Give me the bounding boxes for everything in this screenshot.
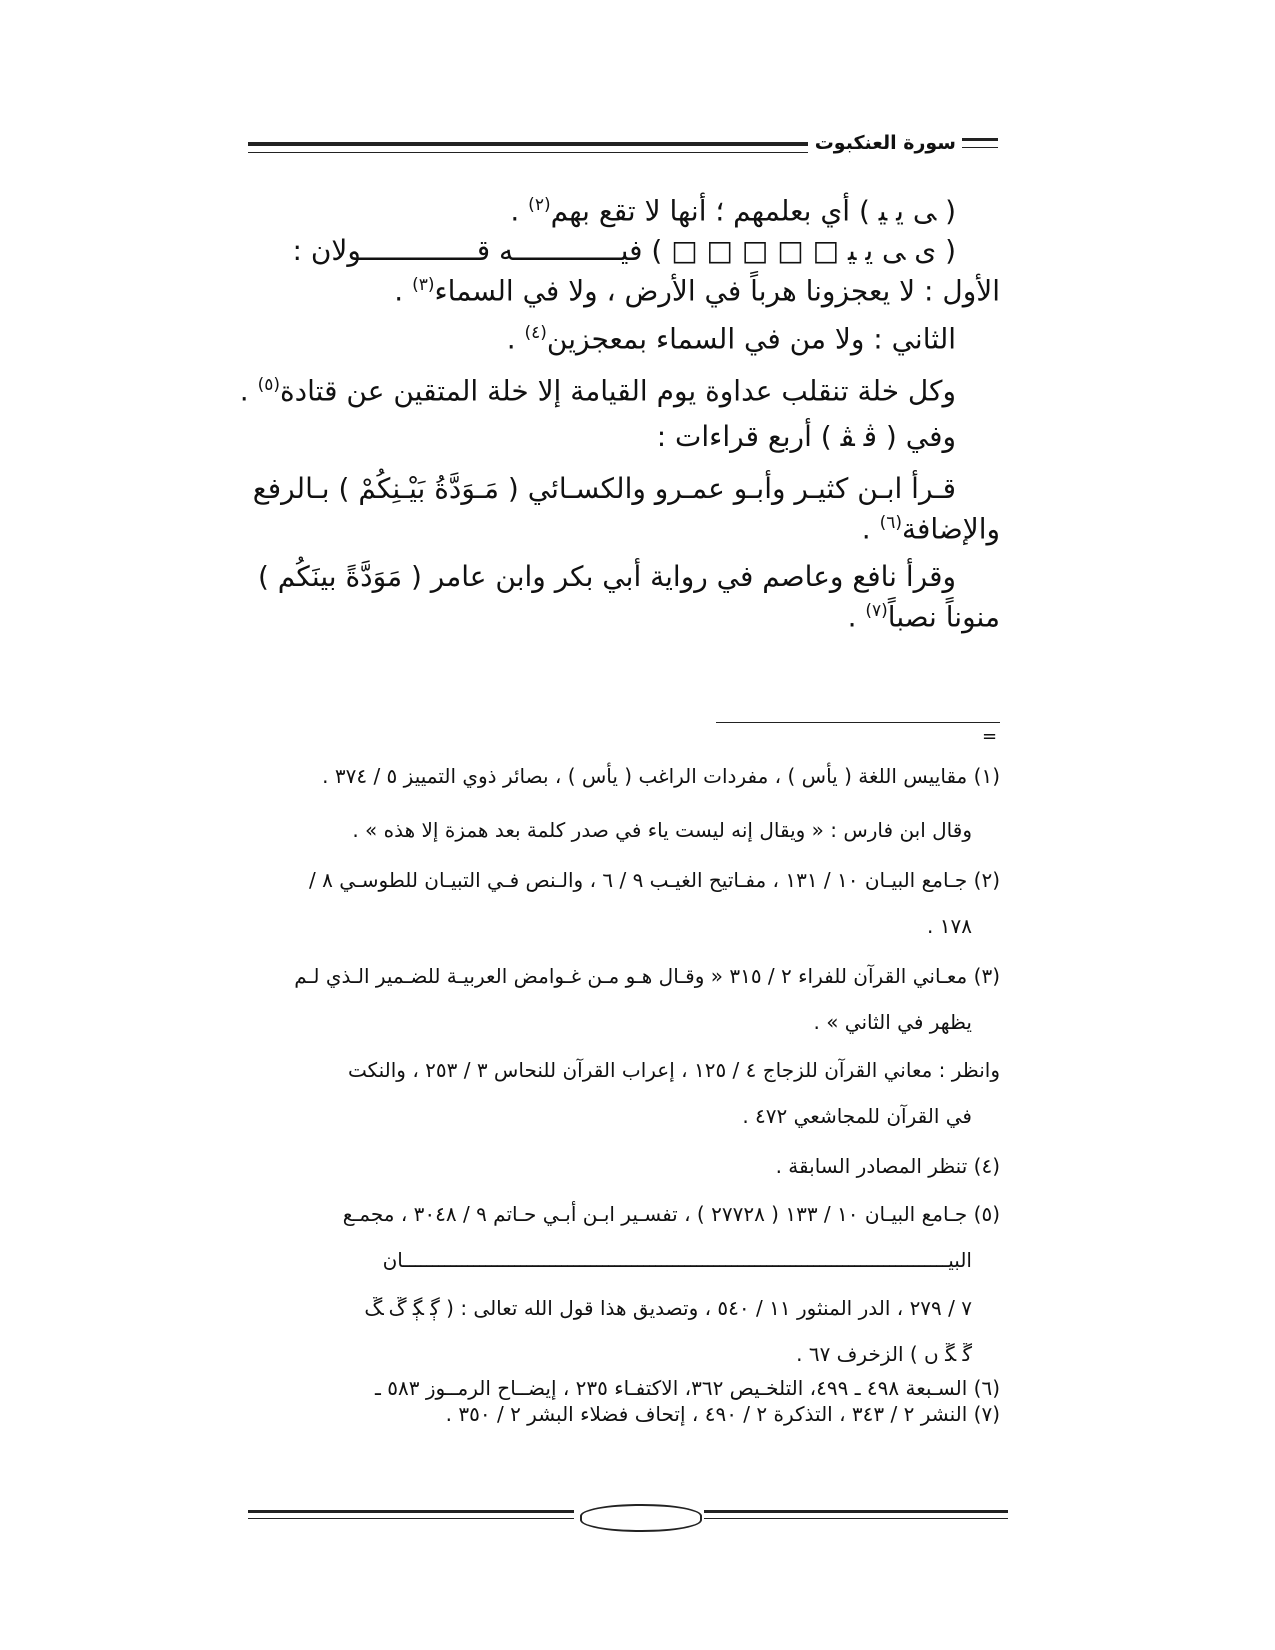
line-text: والإضافة [902,512,1000,546]
text-line-7b [248,506,1000,546]
text-line-8a [248,560,956,594]
footnote-line: يظهر في الثاني » . [813,1010,972,1034]
header-rule [248,142,808,153]
line-text: وكل خلة تنقلب عداوة يوم القيامة إلا خلة المتقين عن قتادة [280,374,956,408]
footnote-line: (٧) النشر ٢ / ٣٤٣ ، التذكرة ٢ / ٤٩٠ ، إتحاف فضلاء البشر ٢ / ٣٥٠ . [445,1402,1000,1426]
line-end: . [239,374,258,408]
line-text: ( ﯽ ﯾ ﯿ ) أي بعلمهم ؛ أنها لا تقع بهم [550,194,956,228]
page-number-oval [580,1504,702,1532]
running-header [248,132,998,156]
footnote-ref: (٤) [524,323,547,343]
text-line-6 [248,420,956,454]
line-end: . [394,274,413,308]
surah-title: سورة العنكبوت [814,132,956,154]
text-line-3 [248,268,1000,308]
footnote-line: (٢) جـامع البيـان ١٠ / ١٣١ ، مفـاتيح الغيـب ٩ / ٦ ، والـنص فـي التبيـان للطوسـي ٨ / [308,868,1000,892]
text-line-7a [248,472,956,506]
footnote-line: (٦) السـبعة ٤٩٨ ـ ٤٩٩، التلخـيص ٣٦٢، الاكتفـاء ٢٣٥ ، إيضــاح الرمــوز ٥٨٣ ـ [375,1376,1000,1400]
verse-quote: ( ﯼ ﯽ ﯾ ﯿ □ □ □ □ □ ) فيـــــــــــــه قــــــــــــــولان : [292,234,956,267]
footnote-line: وانظر : معاني القرآن للزجاج ٤ / ١٢٥ ، إعراب القرآن للنحاس ٣ / ٢٥٣ ، والنكت [347,1058,1000,1082]
footer-rule-right [704,1510,1008,1519]
text-line-5 [239,368,956,408]
line-end: . [847,600,866,634]
line-end: . [510,194,529,228]
text-line-2 [248,234,956,268]
footnote-line: (٣) معـاني القرآن للفراء ٢ / ٣١٥ « وقـال هـو مـن غـوامض العربيـة للضـمير الـذي لـم [294,964,1000,988]
footnote-continuation-marker: = [982,726,998,747]
page-footer-ornament [248,1504,1008,1534]
footer-rule-left [248,1510,574,1519]
footnote-line: وقال ابن فارس : « ويقال إنه ليست ياء في صدر كلمة بعد همزة إلا هذه » . [352,818,972,842]
line-text: الثاني : ولا من في السماء بمعجزين [546,322,956,356]
footnote-line: ١٧٨ . [927,914,972,938]
line-end: . [861,512,880,546]
line-text: وقرأ نافع وعاصم في رواية أبي بكر وابن عامر ( مَوَدَّةً بينَكُم ) [257,560,956,593]
line-text: منوناً نصباً [887,600,1000,634]
line-text: الأول : لا يعجزونا هرباً في الأرض ، ولا في السماء [434,274,1000,308]
line-text: وفي ( ﭬ ﭭ ) أربع قراءات : [656,420,956,453]
line-text: قـرأ ابـن كثيـر وأبـو عمـرو والكسـائي ( مَـوَدَّةُ بَيْـنِكُمْ ) بـالرفع [252,472,956,505]
footnote-line: في القرآن للمجاشعي ٤٧٢ . [742,1104,972,1128]
footnote-ref: (٦) [879,513,903,533]
text-line-8b [248,594,1000,634]
footnote-line: ﮜ ﮝ ﮞ ) الزخرف ٦٧ . [796,1342,972,1366]
footnote-line: البيـــــــــــــــــــــــــــــــــــــــــــــــــــــــــــــــــــــــــــــــــــــــــــــان [382,1248,972,1272]
text-line-4 [248,316,956,356]
footnote-line: (١) مقاييس اللغة ( يأس ) ، مفردات الراغب ( يأس ) ، بصائر ذوي التمييز ٥ / ٣٧٤ . [322,764,1000,788]
footnote-ref: (٣) [412,275,435,295]
footnote-line: (٥) جـامع البيـان ١٠ / ١٣٣ ( ٢٧٧٢٨ ) ، تفسـير ابـن أبـي حـاتم ٩ / ٣٠٤٨ ، مجمـع [342,1202,1000,1226]
footnote-separator [716,722,1000,723]
footnote-line: ٧ / ٢٧٩ ، الدر المنثور ١١ / ٥٤٠ ، وتصديق هذا قول الله تعالى : ( ﮘ ﮙ ﮚ ﮛ [364,1296,972,1320]
text-line-1 [248,188,956,228]
header-rule-short [962,138,998,148]
footnote-ref: (٢) [528,195,551,215]
footnote-ref: (٥) [257,375,280,395]
line-end: . [506,322,525,356]
footnote-line: (٤) تنظر المصادر السابقة . [775,1154,1000,1178]
footnote-ref: (٧) [865,601,888,621]
header-title-group [815,132,998,154]
